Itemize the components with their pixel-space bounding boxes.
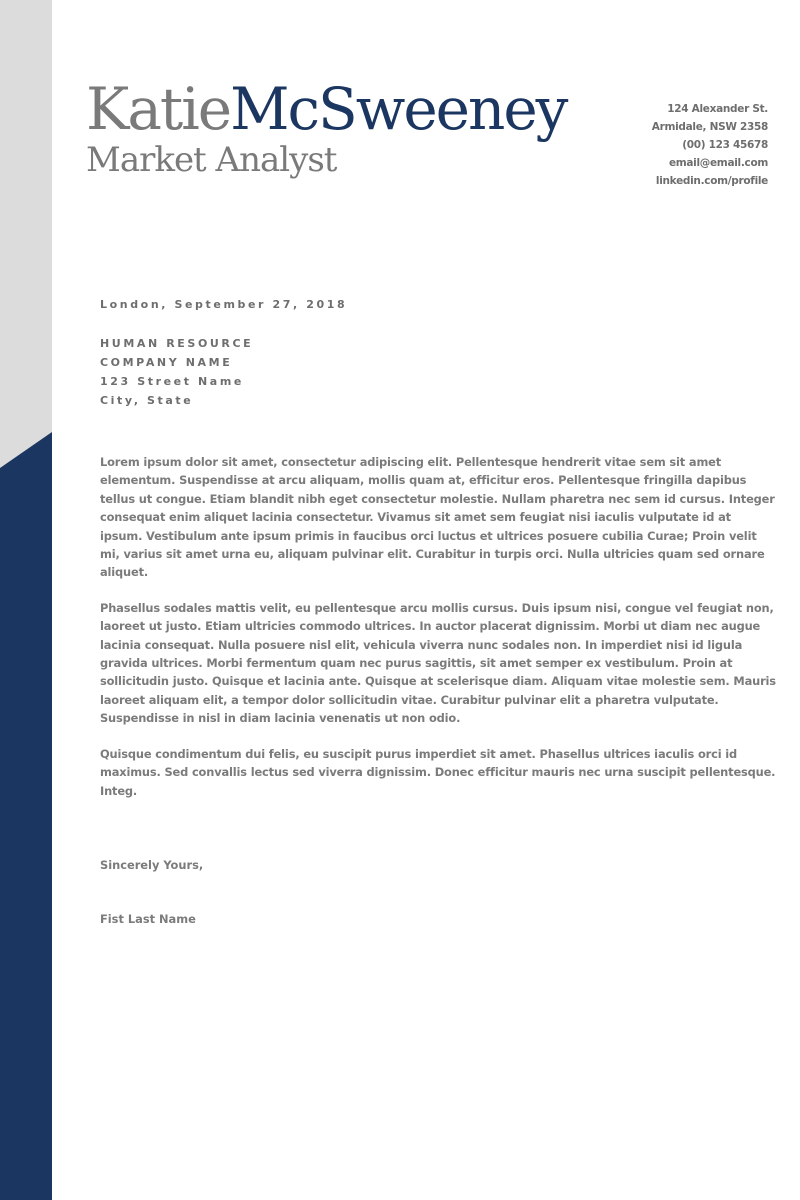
letterhead-header — [86, 76, 566, 180]
decorative-side-band — [0, 0, 52, 1200]
body-paragraph-2: Phasellus sodales mattis velit, eu pellentesque arcu mollis cursus. Duis ipsum nisi, congue vel feugiat non, laoreet ut justo. Etiam ultricies commodo ultrices. In auctor placerat dignissim. Morbi ut diam nec augue lacinia consequat. Nulla posuere nisl elit, vehicula viverra nunc sodales non. In imperdiet nisi id ligula gravida ultrices. Morbi fermentum quam nec purus sagittis, sit amet semper ex vestibulum. Proin at sollicitudin justo. Quisque et lacinia ante. Quisque at scelerisque diam. Aliquam vitae molestie sem. Mauris laoreet aliquam elit, a tempor dolor sollicitudin vitae. Curabitur pulvinar elit a pharetra vulputate. Suspendisse in nisl in diam lacinia venenatis ut non odio. — [100, 600, 776, 726]
recipient-department: HUMAN RESOURCE — [100, 337, 254, 350]
letter-body — [100, 453, 776, 817]
contact-block — [652, 100, 768, 190]
side-band-navy-panel — [0, 432, 52, 1200]
contact-email: email@email.com — [668, 157, 768, 169]
recipient-city: City, State — [100, 394, 194, 407]
letter-closing: Sincerely Yours, — [100, 858, 204, 872]
signature-name: Fist Last Name — [100, 912, 196, 926]
contact-address-line1: 124 Alexander St. — [667, 103, 768, 115]
body-paragraph-1: Lorem ipsum dolor sit amet, consectetur adipiscing elit. Pellentesque hendrerit vitae sem sit amet elementum. Suspendisse at arcu aliquam, mollis quam at, efficitur eros. Pellentesque fringilla dapibus tellus ut congue. Etiam blandit nibh eget consectetur molestie. Nullam pharetra nec sem id cursus. Integer consequat enim aliquet lacinia consectetur. Vivamus sit amet sem feugiat nisi iaculis vulputate id at ipsum. Vestibulum ante ipsum primis in faucibus orci luctus et ultrices posuere cubilia Curae; Proin velit mi, varius sit amet urna eu, aliquam pulvinar elit. Curabitur in turpis orci. Nulla ultricies quam sed ornare aliquet. — [100, 455, 775, 580]
recipient-street: 123 Street Name — [100, 375, 244, 388]
letter-date: London, September 27, 2018 — [100, 298, 348, 311]
contact-phone: (00) 123 45678 — [682, 139, 768, 151]
last-name: McSweeney — [230, 75, 567, 143]
job-title: Market Analyst — [86, 140, 337, 180]
recipient-company: COMPANY NAME — [100, 356, 233, 369]
contact-address-line2: Armidale, NSW 2358 — [651, 121, 768, 133]
full-name — [86, 76, 566, 142]
contact-linkedin: linkedin.com/profile — [655, 175, 768, 187]
side-band-graphic — [0, 0, 52, 1200]
first-name: Katie — [86, 75, 231, 143]
body-paragraph-3: Quisque condimentum dui felis, eu suscipit purus imperdiet sit amet. Phasellus ultrices iaculis orci id maximus. Sed convallis lectus sed viverra dignissim. Donec efficitur mauris nec urna suscipit pellentesque. Integ. — [100, 746, 776, 798]
recipient-block — [100, 334, 253, 410]
